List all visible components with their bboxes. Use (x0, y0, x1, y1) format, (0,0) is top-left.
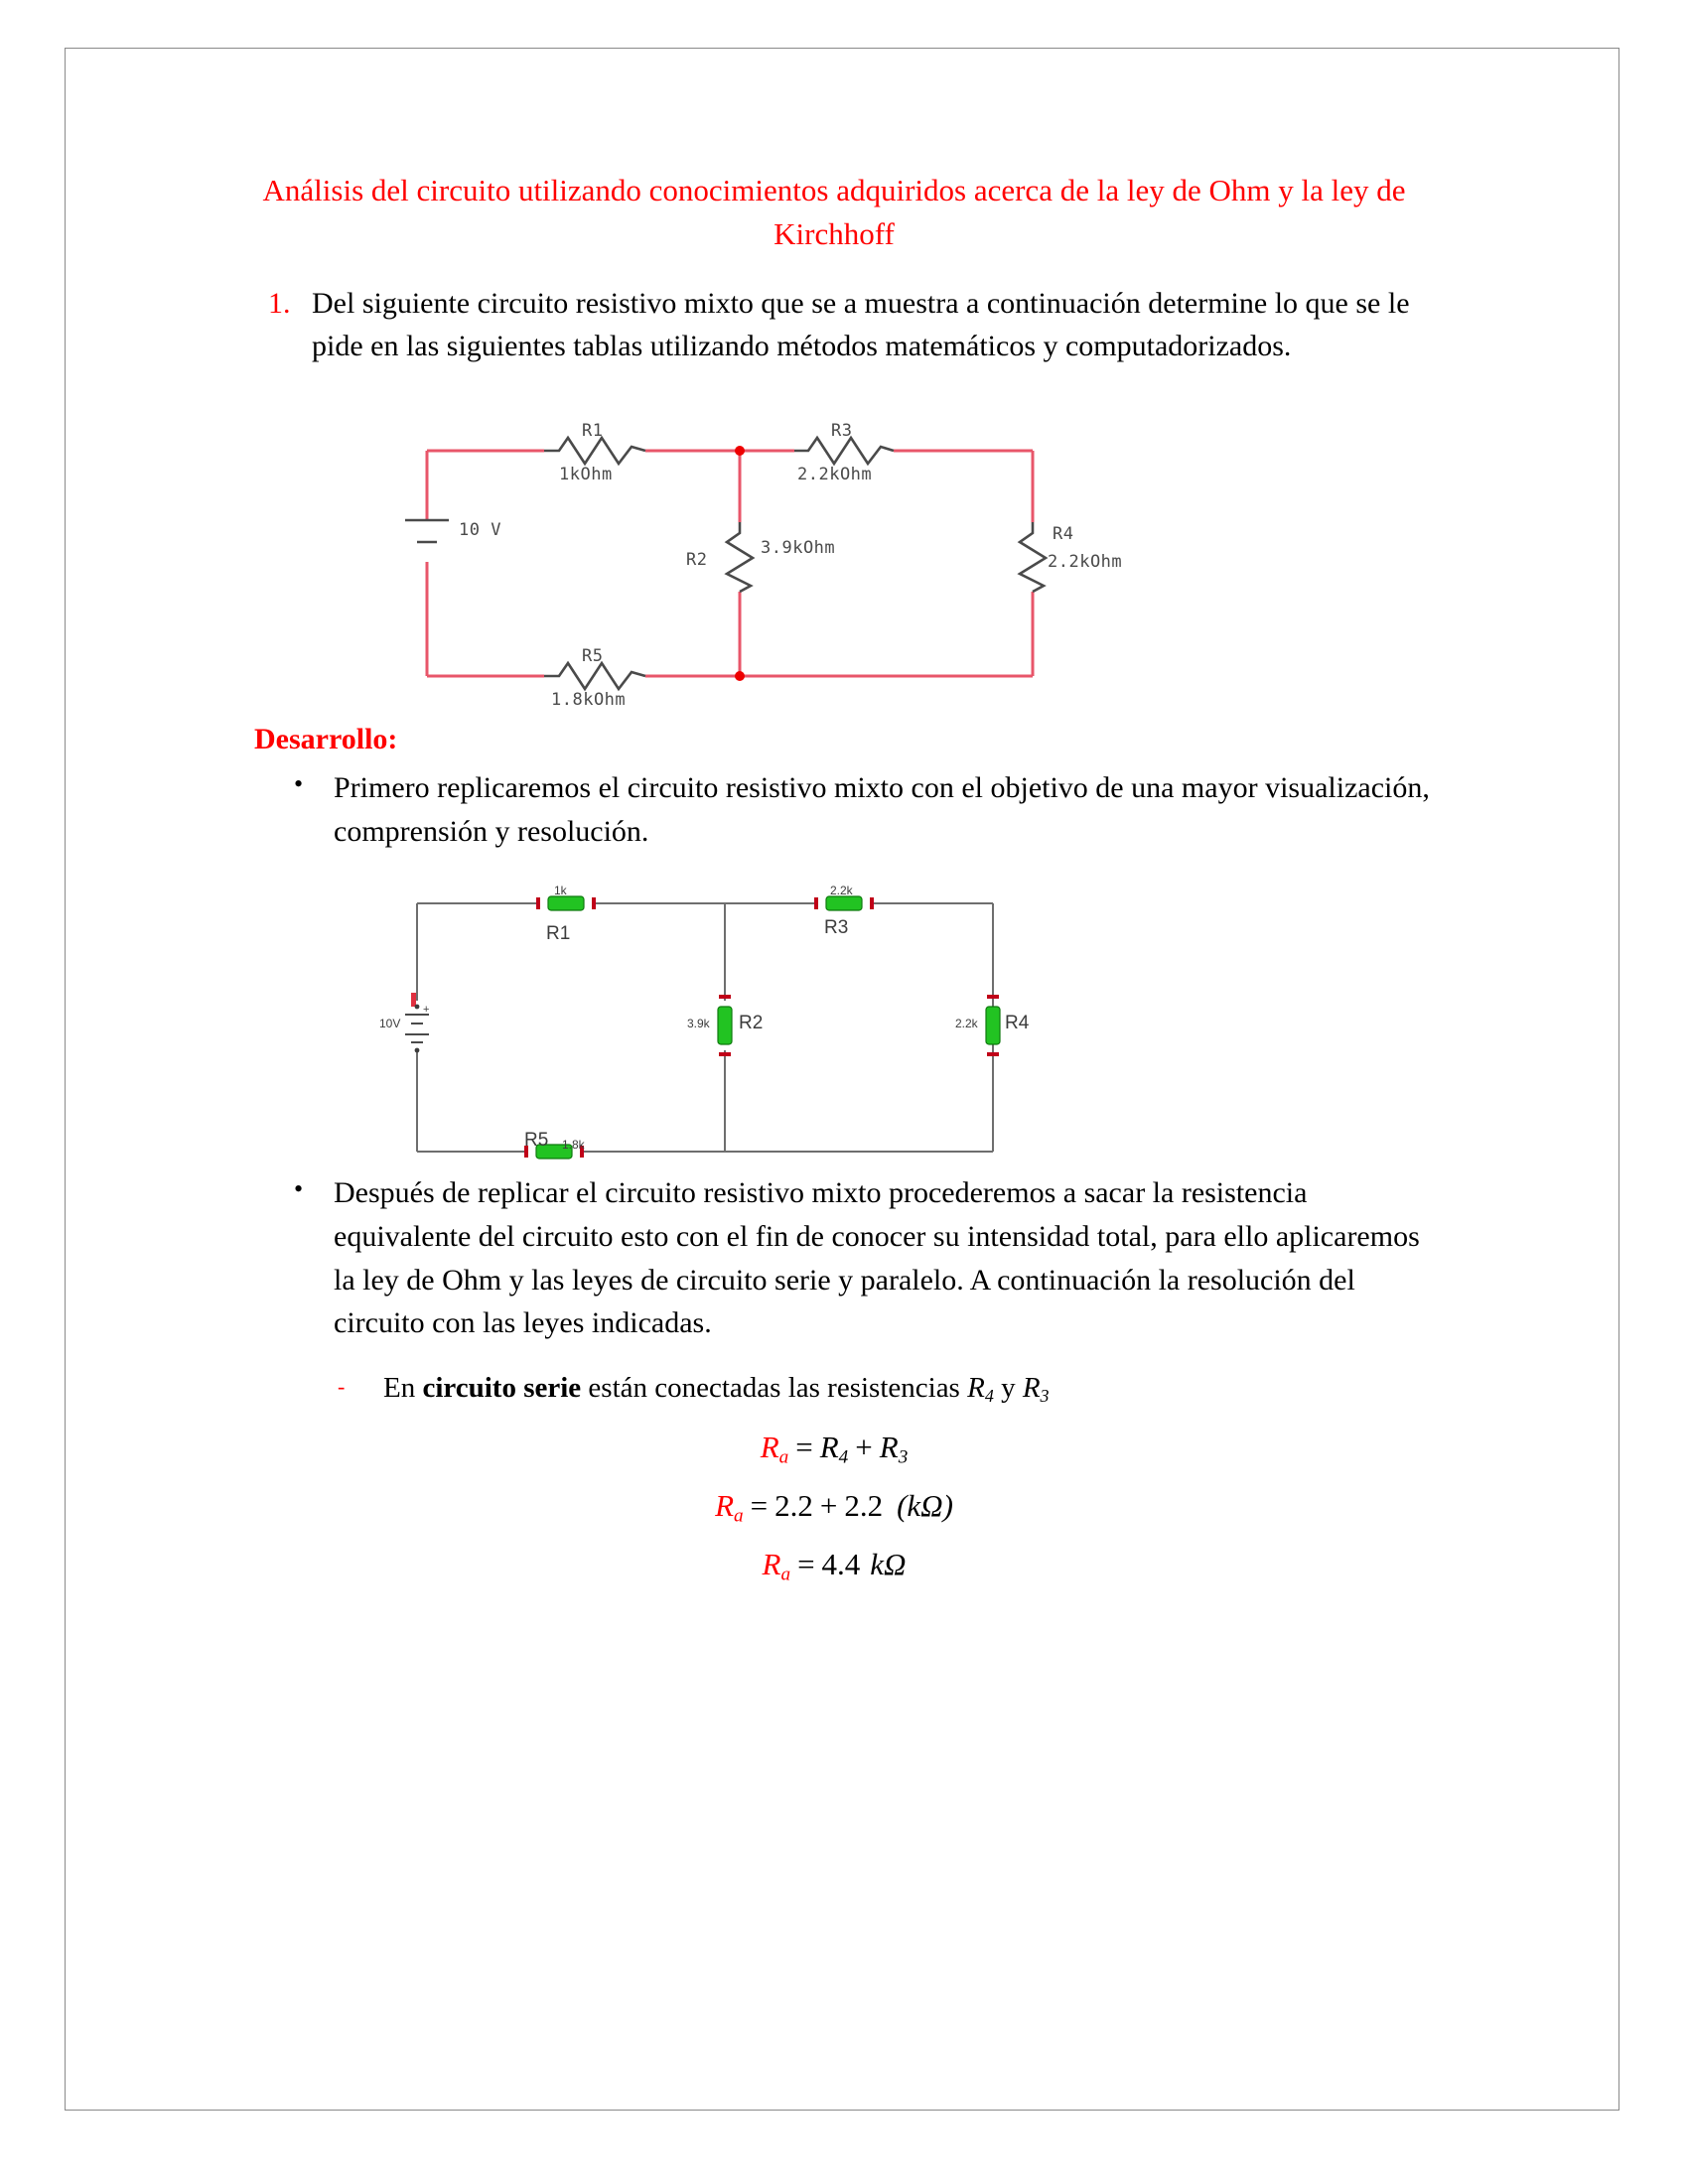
circuit-1-svg (397, 403, 1092, 701)
c1-r2-value: 3.9kOhm (761, 538, 836, 559)
eq1-r4-sub: 4 (838, 1445, 849, 1467)
eq2-lhs: R (715, 1487, 735, 1523)
eq2-a: 2.2 (774, 1487, 813, 1523)
c1-r2-name: R2 (686, 550, 708, 571)
c1-r4-value: 2.2kOhm (1048, 552, 1123, 573)
eq1-lhs-sub: a (778, 1445, 789, 1467)
c2-r3-body (814, 896, 874, 910)
eq1-r3: R (879, 1429, 899, 1464)
c2-source-label: 10V (379, 1017, 401, 1030)
bullet-list-2 (228, 1171, 1440, 1345)
c1-r4-name: R4 (1053, 524, 1074, 545)
dash-math-y: y (993, 1372, 1023, 1405)
c1-r1-value: 1kOhm (559, 465, 613, 485)
c2-r3-value: 2.2k (830, 884, 853, 897)
c2-r4-name: R4 (1005, 1013, 1030, 1033)
c2-r1-name: R1 (546, 923, 571, 944)
bullet-list-1 (228, 766, 1440, 854)
c1-r1-name: R1 (582, 421, 604, 442)
eq1-r3-sub: 3 (898, 1445, 909, 1467)
eq3-equals: = (797, 1547, 815, 1582)
c1-r3-name: R3 (831, 421, 853, 442)
bullet-text: Primero replicaremos el circuito resistivo mixto con el objetivo de una mayor visualización, comprensión y resolución. (334, 771, 1430, 849)
bullet-icon: • (294, 769, 304, 799)
document-content (228, 169, 1440, 1586)
dash-math-r4: R (967, 1372, 985, 1405)
junction-dot (735, 446, 745, 456)
c2-r2-name: R2 (739, 1013, 764, 1033)
junction-dot (735, 671, 745, 681)
eq2-unit: (kΩ) (897, 1487, 953, 1523)
eq2-equals: = (750, 1487, 769, 1523)
eq3-value: 4.4 (821, 1547, 861, 1582)
bullet-text: Después de replicar el circuito resistivo mixto procederemos a sacar la resistencia equivalente del circuito esto con el fin de conocer su intensidad total, para ello aplicaremos la ley de Ohm y las leyes de circuito serie y paralelo. A continuación la resolución del circuito con las leyes indicadas. (334, 1176, 1420, 1340)
eq3-unit: kΩ (870, 1547, 907, 1582)
c2-r2-body (718, 995, 732, 1056)
list-number: 1. (268, 287, 291, 321)
equation-3 (228, 1547, 1440, 1585)
circuit-diagram-replica (379, 884, 1030, 1171)
dash-text-bold: circuito serie (422, 1372, 582, 1405)
bullet-icon: • (294, 1174, 304, 1203)
eq1-plus: + (855, 1429, 873, 1464)
dash-math-r3: R (1022, 1372, 1041, 1405)
eq1-r4: R (819, 1429, 839, 1464)
dash-text-pre: En (383, 1372, 423, 1405)
numbered-list (228, 282, 1440, 367)
eq1-lhs: R (760, 1429, 779, 1464)
c2-r4-value: 2.2k (955, 1017, 978, 1030)
dash-math-r4-sub: 4 (984, 1386, 994, 1407)
c2-r5-name: R5 (524, 1130, 549, 1151)
equation-2 (228, 1488, 1440, 1527)
c2-source-symbol (405, 993, 429, 1052)
dash-list (228, 1367, 1440, 1409)
dash-icon: - (338, 1374, 346, 1400)
eq3-lhs-sub: a (780, 1564, 791, 1585)
eq2-b: 2.2 (844, 1487, 884, 1523)
c2-r5-value: 1.8k (562, 1138, 585, 1152)
svg-text:+: + (423, 1004, 430, 1016)
c2-r1-value: 1k (554, 884, 567, 897)
c1-r5-value: 1.8kOhm (551, 690, 627, 711)
c2-r3-name: R3 (824, 917, 849, 938)
list-item (228, 1367, 1440, 1409)
list-item-text: Del siguiente circuito resistivo mixto que se a muestra a continuación determine lo que se le pide en las siguientes tablas utilizando métodos matemáticos y computadorizados. (312, 287, 1410, 363)
c2-r2-value: 3.9k (687, 1017, 710, 1030)
eq2-lhs-sub: a (734, 1505, 744, 1527)
list-item (228, 282, 1440, 367)
c1-r3-value: 2.2kOhm (797, 465, 873, 485)
c1-r5-name: R5 (582, 646, 604, 667)
eq3-lhs: R (762, 1547, 781, 1582)
eq2-plus: + (819, 1487, 838, 1523)
section-heading-desarrollo: Desarrollo: (254, 723, 398, 756)
list-item (228, 1171, 1440, 1345)
c2-r1-body (536, 896, 596, 910)
eq1-equals: = (795, 1429, 813, 1464)
circuit-diagram-original (397, 403, 1123, 711)
c1-source-label: 10 V (459, 520, 501, 541)
list-item (228, 766, 1440, 854)
dash-math-r3-sub: 3 (1040, 1386, 1050, 1407)
equation-1 (228, 1430, 1440, 1468)
dash-text-post: están conectadas las resistencias (581, 1372, 968, 1405)
page-title: Análisis del circuito utilizando conocimientos adquiridos acerca de la ley de Ohm y la ley de Kirchhoff (262, 173, 1406, 252)
